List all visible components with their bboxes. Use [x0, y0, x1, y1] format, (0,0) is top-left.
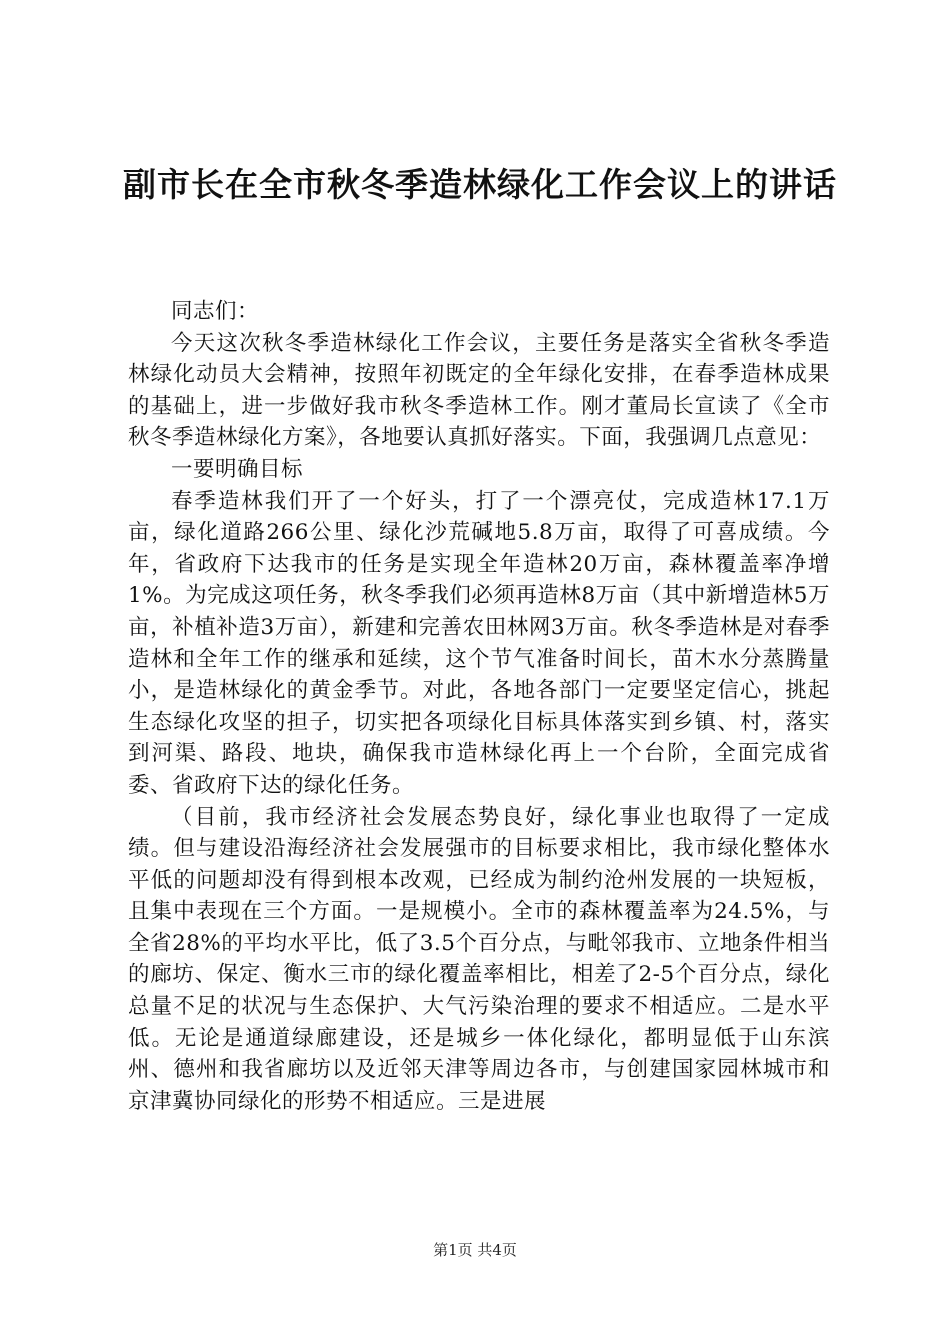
paragraph-spring-afforestation: 春季造林我们开了一个好头，打了一个漂亮仗，完成造林17.1万亩，绿化道路266公里、绿化沙荒碱地5.8万亩，取得了可喜成绩。今年，省政府下达我市的任务是实现全年造林20万亩，森林覆盖率净增1%。为完成这项任务，秋冬季我们必须再造林8万亩（其中新增造林5万亩，补植补造3万亩），新建和完善农田林网3万亩。秋冬季造林是对春季造林和全年工作的继承和延续，这个节气准备时间长，苗木水分蒸腾量小，是造林绿化的黄金季节。对此，各地各部门一定要坚定信心，挑起生态绿化攻坚的担子，切实把各项绿化目标具体落实到乡镇、村，落实到河渠、路段、地块，确保我市造林绿化再上一个台阶，全面完成省委、省政府下达的绿化任务。	[128, 488, 830, 798]
paragraph-current-situation: （目前，我市经济社会发展态势良好，绿化事业也取得了一定成绩。但与建设沿海经济社会发展强市的目标要求相比，我市绿化整体水平低的问题却没有得到根本改观，已经成为制约沧州发展的一块短板，且集中表现在三个方面。一是规模小。全市的森林覆盖率为24.5%，与全省28%的平均水平比，低了3.5个百分点，与毗邻我市、立地条件相当的廊坊、保定、衡水三市的绿化覆盖率相比，相差了2-5个百分点，绿化总量不足的状况与生态保护、大气污染治理的要求不相适应。二是水平低。无论是通道绿廊建设，还是城乡一体化绿化，都明显低于山东滨州、德州和我省廊坊以及近邻天津等周边各市，与创建国家园林城市和京津冀协同绿化的形势不相适应。三是进展	[128, 804, 830, 1114]
section-heading: 一要明确目标	[171, 456, 304, 482]
paragraph-intro: 今天这次秋冬季造林绿化工作会议，主要任务是落实全省秋冬季造林绿化动员大会精神，按照年初既定的全年绿化安排，在春季造林成果的基础上，进一步做好我市秋冬季造林工作。刚才董局长宣读了《全市秋冬季造林绿化方案》，各地要认真抓好落实。下面，我强调几点意见：	[128, 330, 830, 451]
document-title: 副市长在全市秋冬季造林绿化工作会议上的讲话	[123, 165, 837, 204]
salutation: 同志们：	[171, 299, 260, 324]
page-footer: 第1页 共4页	[433, 1241, 517, 1259]
document-body	[128, 296, 830, 1117]
